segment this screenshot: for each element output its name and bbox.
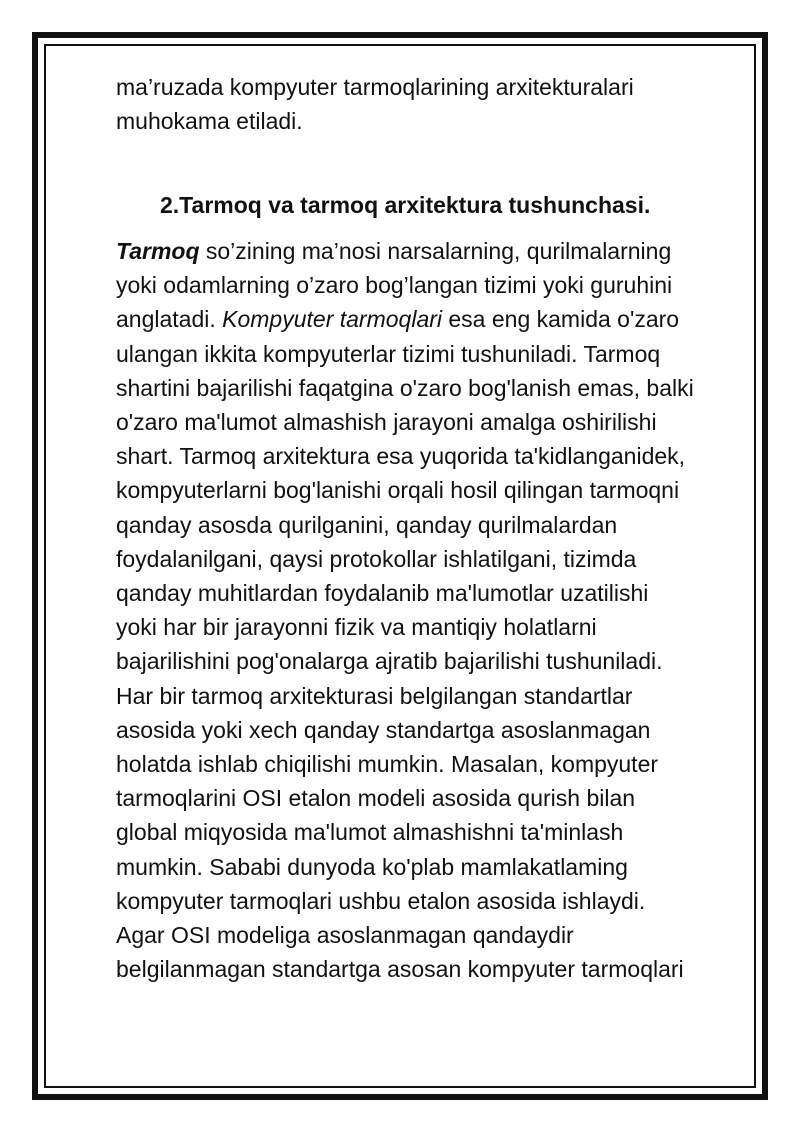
body-line: tarmoqlarini OSI etalon modeli asosida qurish bilan <box>116 785 636 812</box>
body-line: Har bir tarmoq arxitekturasi belgilangan standartlar <box>116 682 633 709</box>
body-line: Agar OSI modeliga asoslanmagan qandaydir <box>116 922 574 949</box>
body-line: yoki odamlarning o’zaro bog’langan tizimi yoki guruhini <box>116 272 673 299</box>
body-line: foydalanilgani, qaysi protokollar ishlatilgani, tizimda <box>116 545 637 572</box>
body-line: shart. Tarmoq arxitektura esa yuqorida ta'kidlanganidek, <box>116 443 686 470</box>
intro-line: muhokama etiladi. <box>116 108 303 134</box>
term-kompyuter-tarmoqlari: Kompyuter tarmoqlari <box>222 306 442 333</box>
body-line: kompyuterlarni bog'lanishi orqali hosil qilingan tarmoqni <box>116 477 680 504</box>
intro-paragraph <box>116 70 736 138</box>
body-line: mumkin. Sababi dunyoda ko'plab mamlakatlaming <box>116 853 628 880</box>
page-content <box>116 70 736 986</box>
term-tarmoq: Tarmoq <box>116 238 200 264</box>
body-paragraph <box>116 234 736 986</box>
body-line: holatda ishlab chiqilishi mumkin. Masalan, kompyuter <box>116 751 659 778</box>
body-line-text: esa eng kamida o'zaro <box>442 306 680 333</box>
body-line: bajarilishini pog'onalarga ajratib bajarilishi tushuniladi. <box>116 648 663 675</box>
body-line: belgilanmagan standartga asosan kompyuter tarmoqlari <box>116 956 684 983</box>
body-line: global miqyosida ma'lumot almashishni ta'minlash <box>116 819 624 846</box>
body-line: qanday asosda qurilganini, qanday qurilmalardan <box>116 511 618 538</box>
body-line: kompyuter tarmoqlari ushbu etalon asosida ishlaydi. <box>116 887 646 914</box>
section-heading: 2.Tarmoq va tarmoq arxitektura tushunchasi. <box>160 192 651 218</box>
body-line: o'zaro ma'lumot almashish jarayoni amalga oshirilishi <box>116 409 657 436</box>
body-line: shartini bajarilishi faqatgina o'zaro bog'lanish emas, balki <box>116 374 694 401</box>
body-line: ulangan ikkita kompyuterlar tizimi tushuniladi. Tarmoq <box>116 340 661 367</box>
body-line-text: anglatadi. <box>116 306 223 333</box>
intro-line: ma’ruzada kompyuter tarmoqlarining arxitekturalari <box>116 74 634 100</box>
body-line: qanday muhitlardan foydalanib ma'lumotlar uzatilishi <box>116 580 649 607</box>
body-line <box>116 234 736 268</box>
body-line-text: so’zining ma’nosi narsalarning, qurilmalarning <box>199 238 672 264</box>
body-line: asosida yoki xech qanday standartga asoslanmagan <box>116 716 651 743</box>
body-line <box>116 302 736 336</box>
body-line: yoki har bir jarayonni fizik va mantiqiy holatlarni <box>116 614 597 641</box>
